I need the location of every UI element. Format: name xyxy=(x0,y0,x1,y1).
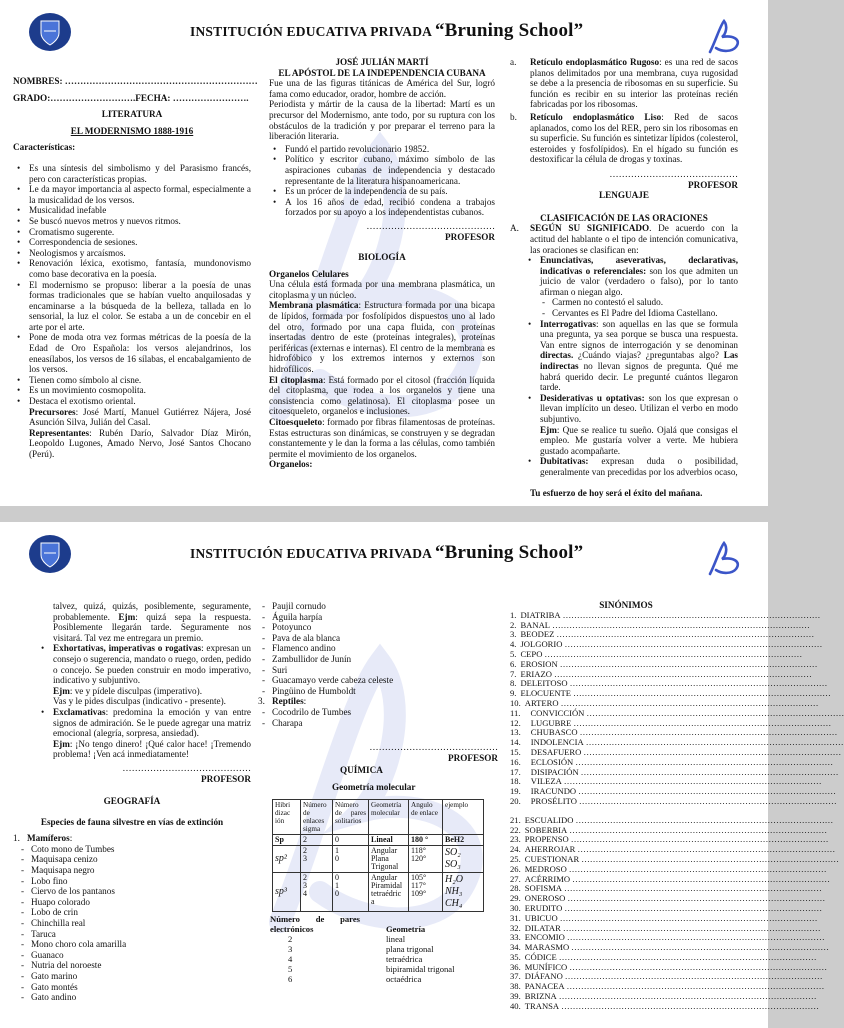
table-header-row xyxy=(273,799,484,834)
synonym-word: DISIPACIÓN xyxy=(530,766,579,777)
answer-blank[interactable]: ……………………………………………………………………………… xyxy=(567,893,826,904)
pares-electronicos-table: Número de pares electrónicos Geometría 2 lineal 3 plana trigonal 4 tetraédrica 5 bipiramidal trigonal 6 octaédrica xyxy=(270,913,455,984)
synonyms-list xyxy=(510,609,844,1012)
answer-blank[interactable]: ……………………………………………………………………………… xyxy=(585,737,844,748)
synonym-item: 27. ACÉRRIMO ……………………………………………………………………………… xyxy=(510,873,830,884)
list-item: - Águila harpía xyxy=(272,612,498,623)
synonym-word: ACÉRRIMO xyxy=(524,873,571,884)
synonym-word: CONVICCIÓN xyxy=(530,707,585,718)
list-item: - Ciervo de los pantanos xyxy=(31,886,251,897)
list-item: - Lobo fino xyxy=(31,876,251,887)
synonym-word: ARTERO xyxy=(524,697,559,708)
list-item: - Maquisapa negro xyxy=(31,865,251,876)
citoplasma: El citoplasma: Está formado por el citosol (fracción líquida del citoplasma, que rodea a los organelos y tiene una consistencia como gelatinosa). El citoplasma posee un citoesqueleto, organelos e inclusiones. xyxy=(269,374,495,417)
table-header: ejemplo xyxy=(443,799,484,834)
answer-blank[interactable]: ……………………………………………………………………………… xyxy=(570,834,829,845)
list-item: - Coto mono de Tumbes xyxy=(31,844,251,855)
answer-blank[interactable]: ……………………………………………………………………………… xyxy=(564,902,823,913)
synonym-word: CUESTIONAR xyxy=(524,853,580,864)
answer-blank[interactable]: ……………………………………………………………………………… xyxy=(564,639,823,650)
synonym-item: 22. SOBERBIA ……………………………………………………………………………… xyxy=(510,824,828,835)
mamiferos-list xyxy=(13,844,251,1003)
mamiferos-heading: 1. Mamíferos: xyxy=(13,833,73,844)
table-header: Geometría molecular xyxy=(369,799,409,834)
list-item: - Zambullidor de Junín xyxy=(272,654,498,665)
synonym-item: 10. ARTERO ……………………………………………………………………………… xyxy=(510,697,819,708)
list-item: • Le da mayor importancia al aspecto formal, especialmente a la musicalidad de los versos. xyxy=(29,184,251,205)
synonym-word: DIATRIBA xyxy=(520,609,561,620)
answer-blank[interactable]: ……………………………………………………………………………… xyxy=(577,844,836,855)
synonym-item: 6. EROSION ……………………………………………………………………………… xyxy=(510,658,818,669)
synonym-word: VILEZA xyxy=(530,776,562,787)
school-name: “Bruning School” xyxy=(434,20,584,41)
synonym-item: 3. BEODEZ ……………………………………………………………………………… xyxy=(510,629,815,640)
answer-blank[interactable]: ……………………………………………………………………………… xyxy=(569,961,828,972)
answer-blank[interactable]: ……………………………………………………………………………… xyxy=(578,795,837,806)
answer-blank[interactable]: ……………………………………………………………………………… xyxy=(563,776,822,787)
list-item: - Gato marino xyxy=(31,971,251,982)
institution-prefix: INSTITUCIÓN EDUCATIVA PRIVADA xyxy=(190,24,432,39)
synonym-item: 18. VILEZA ……………………………………………………………………………… xyxy=(510,776,822,787)
synonym-item: 4. JOLGORIO ……………………………………………………………………………… xyxy=(510,639,823,650)
reptiles-list xyxy=(258,707,498,728)
list-item: - Maquisapa cenizo xyxy=(31,854,251,865)
list-item: - Pava de ala blanca xyxy=(272,633,498,644)
synonym-item: 14. INDOLENCIA ……………………………………………………………………………… xyxy=(510,737,844,748)
list-item: • Fundó el partido revolucionario 19852. xyxy=(285,144,495,155)
list-item: • Es un movimiento cosmopolita. xyxy=(29,385,251,396)
synonym-item: 25. CUESTIONAR ……………………………………………………………………………… xyxy=(510,853,839,864)
synonym-word: PROPENSO xyxy=(524,834,569,845)
grado-fecha-line: GRADO:……………………….FECHA: ……………………. xyxy=(13,92,249,103)
precursores: Precursores: José Martí, Manuel Gutiérrez Nájera, José Asunción Silva, Julián del Casal. xyxy=(29,406,251,428)
answer-blank[interactable]: ……………………………………………………………………………… xyxy=(581,853,839,864)
answer-blank[interactable]: ……………………………………………………………………………… xyxy=(575,814,834,825)
list-item: - Flamenco andino xyxy=(272,643,498,654)
answer-blank[interactable]: ……………………………………………………………………………… xyxy=(544,648,803,659)
sinonimos-title: SINÓNIMOS xyxy=(599,600,653,610)
list-item: • Enunciativas, aseverativas, declarativas, indicativas o referenciales: son los que admiten un juicio de valor (verdadero o falso), por lo tanto afirman o niegan algo. - Carmen no contestó el saludo. - Cervantes es El Padre del Idioma Castellano. xyxy=(540,255,738,319)
answer-blank[interactable]: ……………………………………………………………………………… xyxy=(560,697,819,708)
synonym-item: 21. ESCUALIDO ……………………………………………………………………………… xyxy=(510,814,834,825)
synonym-item: 30. ERUDITO ……………………………………………………………………………… xyxy=(510,902,823,913)
synonym-item: 33. ENCOMIO ……………………………………………………………………………… xyxy=(510,932,825,943)
subject-literatura: LITERATURA xyxy=(101,109,163,120)
geometria-header: Geometría xyxy=(386,923,426,934)
synonym-item: 26. MEDROSO ……………………………………………………………………………… xyxy=(510,863,827,874)
synonym-item: 19. IRACUNDO ……………………………………………………………………………… xyxy=(510,786,836,797)
list-item: - Guacamayo verde cabeza celeste xyxy=(272,675,498,686)
institution-title xyxy=(190,20,583,42)
answer-blank[interactable]: ……………………………………………………………………………… xyxy=(558,951,817,962)
synonym-item: 15. DESAFUERO ……………………………………………………………………………… xyxy=(510,746,842,757)
synonym-word: IRACUNDO xyxy=(530,786,577,797)
school-shield-logo xyxy=(28,534,72,574)
reptiles-heading: 3. Reptiles: xyxy=(258,696,307,707)
marti-subtitle: EL APÓSTOL DE LA INDEPENDENCIA CUBANA xyxy=(278,67,486,78)
answer-blank[interactable]: ……………………………………………………………………………… xyxy=(569,824,828,835)
list-item: • Destaca el exotismo oriental. xyxy=(29,396,251,407)
answer-blank[interactable]: ……………………………………………………………………………… xyxy=(573,688,831,699)
precursores-label: Precursores xyxy=(29,406,76,417)
example-item: - Carmen no contestó el saludo. xyxy=(552,297,738,308)
synonym-word: ENCOMIO xyxy=(524,932,565,943)
bruning-b-logo xyxy=(706,540,746,576)
segun-significado: A. SEGÚN SU SIGNIFICADO. De acuerdo con la actitud del hablante o el tipo de intención comunicativa, las oraciones se clasifican en: xyxy=(510,223,738,255)
answer-blank[interactable]: ……………………………………………………………………………… xyxy=(552,619,810,630)
geografia-title: GEOGRAFÍA xyxy=(103,796,161,807)
marti-paragraph-2: Periodista y mártir de la causa de la libertad: Martí es un precursor del Modernismo, ante todo, por su ruptura con los obstáculos de la tradición y por preparar el terreno para la liberación literaria. xyxy=(269,99,495,142)
profesor-label: PROFESOR xyxy=(447,752,498,763)
profesor-label: PROFESOR xyxy=(444,231,495,242)
synonym-word: ERIAZO xyxy=(520,668,552,679)
geometria-molecular-title: Geometría molecular xyxy=(332,781,416,792)
table-header: Angulo de enlace xyxy=(409,799,443,834)
reticulo-rugoso: a. Retículo endoplasmático Rugoso: es una red de sacos planos delimitados por una membrana, cuya rugosidad se debe a la presencia de ribosomas en su superficie. Su función es recibir en su interior las proteínas recién fabricadas por los ribosomas. xyxy=(510,57,738,110)
marti-list xyxy=(269,144,495,218)
list-item: • Es una síntesis del simbolismo y del Parasismo francés, pero con características propias. xyxy=(29,163,251,184)
synonym-item: 11. CONVICCIÓN ……………………………………………………………………………… xyxy=(510,707,844,718)
institution-prefix: INSTITUCIÓN EDUCATIVA PRIVADA xyxy=(190,546,432,561)
p2-column-oraciones-geografia xyxy=(13,601,251,1003)
table-header: Número de pares solitarios xyxy=(333,799,369,834)
answer-blank[interactable]: ……………………………………………………………………………… xyxy=(568,863,827,874)
answer-blank[interactable]: ……………………………………………………………………………… xyxy=(561,1000,819,1011)
synonym-word: DELEITOSO xyxy=(520,678,568,689)
synonym-item: 36. MUNÍFICO ……………………………………………………………………………… xyxy=(510,961,828,972)
list-item: • El modernismo se propuso: liberar a la poesía de unas formas tradicionales que se habían vuelto anquilosadas y encaminarse a la búsqueda de la belleza, tallada en lo sensorial, la luz el color. Se estaba a un de concebir en el arte por el arte. xyxy=(29,280,251,333)
synonym-item: 28. SOFISMA ……………………………………………………………………………… xyxy=(510,883,822,894)
reticulo-liso: b. Retículo endoplasmático Liso: Red de sacos aplanados, como los del RER, pero sin los ribosomas en su superficie. Su función es sintetizar lípidos (colesterol, esteroides y fosfolípidos). En el hígado su función es destoxificar la célula de drogas y toxinas. xyxy=(510,111,738,165)
synonym-item: 5. CEPO ……………………………………………………………………………… xyxy=(510,648,803,659)
synonym-item: 38. PANACEA ……………………………………………………………………………… xyxy=(510,981,825,992)
synonym-item: 35. CÓDICE ……………………………………………………………………………… xyxy=(510,951,817,962)
list-item: - Taruca xyxy=(31,929,251,940)
p2-column-fauna-quimica xyxy=(258,601,498,984)
synonym-word: INDOLENCIA xyxy=(530,737,584,748)
synonym-word: SOBERBIA xyxy=(524,824,568,835)
institution-title xyxy=(190,542,583,564)
footer-motto: Tu esfuerzo de hoy será el éxito del mañana. xyxy=(530,487,703,498)
table-header: Número de enlaces sigma xyxy=(301,799,333,834)
synonym-item: 23. PROPENSO ……………………………………………………………………………… xyxy=(510,834,829,845)
list-item: • Dubitativas: expresan duda o posibilidad, generalmente van precedidas por los adverbios ocaso, xyxy=(540,456,738,477)
synonym-word: UBICUO xyxy=(524,912,558,923)
p2-column-sinonimos xyxy=(510,600,844,1012)
list-item: • Se buscó nuevos metros y nuevos ritmos. xyxy=(29,216,251,227)
synonym-item: 12. LUGUBRE ……………………………………………………………………………… xyxy=(510,717,832,728)
representantes-label: Representantes xyxy=(29,427,90,438)
p1-column-reticulo-lenguaje xyxy=(510,57,738,498)
synonym-word: BEODEZ xyxy=(520,629,555,640)
answer-blank[interactable]: ……………………………………………………………………………… xyxy=(553,668,812,679)
list-item: • Cromatismo sugerente. xyxy=(29,227,251,238)
signature-line: …………………………………… xyxy=(366,220,495,231)
synonym-item: 20. PROSÉLITO ……………………………………………………………………………… xyxy=(510,795,837,806)
marti-paragraph-1: Fue una de las figuras titánicas de América del Sur, logró fama como educador, orador, hombre de acción. xyxy=(269,78,495,99)
table-row: sp³ 2 3 4 0 1 0 Angular Piramidal tetraédric a 105° 117° 109° H₂O NH₃ CH₄ xyxy=(273,872,484,911)
synonym-word: LUGUBRE xyxy=(530,717,572,728)
organelos-label: Organelos: xyxy=(269,459,313,470)
synonym-word: CEPO xyxy=(520,648,543,659)
profesor-label: PROFESOR xyxy=(200,773,251,784)
list-item: • Interrogativas: son aquellas en las que se formula una pregunta, ya sea porque se busca una respuesta. Van entre signos de interrogación y se denominan directas. ¿Cuándo viajas? ¿preguntabas algo? Las indirectas no llevan signos de pregunta. Qué me habrá querido decir. Le pregunté cuántos llegaron tarde. xyxy=(540,319,738,393)
synonym-item: 32. DILATAR ……………………………………………………………………………… xyxy=(510,922,821,933)
topic-modernismo: EL MODERNISMO 1888-1916 xyxy=(70,125,194,136)
synonym-item: 34. MARASMO ……………………………………………………………………………… xyxy=(510,942,829,953)
answer-blank[interactable]: ……………………………………………………………………………… xyxy=(573,717,832,728)
synonym-item: 2. BANAL ……………………………………………………………………………… xyxy=(510,619,810,630)
synonym-word: CHUBASCO xyxy=(530,727,578,738)
p1-column-literatura xyxy=(13,76,258,460)
list-item: - Mono choro cola amarilla xyxy=(31,939,251,950)
answer-blank[interactable]: ……………………………………………………………………………… xyxy=(572,873,830,884)
synonym-word: BRIZNA xyxy=(524,991,557,1002)
synonym-word: CÓDICE xyxy=(524,951,557,962)
representantes: Representantes: Rubén Darío, Salvador Díaz Mirón, Leopoldo Lugones, Amado Nervo, José Santos Chocano (Perú). xyxy=(29,427,251,459)
synonym-item: 37. DIÁFANO ……………………………………………………………………………… xyxy=(510,971,823,982)
signature-line: …………………………………… xyxy=(122,762,251,773)
list-item: • Neologismos y arcaísmos. xyxy=(29,248,251,259)
organelos-title: Organelos Celulares xyxy=(269,268,349,279)
synonym-word: ONEROSO xyxy=(524,893,566,904)
table-row: Sp 2 0 Lineal 180 ° BeH2 xyxy=(273,834,484,845)
synonym-word: JOLGORIO xyxy=(520,639,563,650)
answer-blank[interactable]: ……………………………………………………………………………… xyxy=(562,922,821,933)
synonym-word: MUNÍFICO xyxy=(524,961,568,972)
clasificacion-title: CLASIFICACIÓN DE LAS ORACIONES xyxy=(540,212,708,223)
synonym-item: 24. AHERROJAR ……………………………………………………………………………… xyxy=(510,844,836,855)
marti-title: JOSÉ JULIÁN MARTÍ xyxy=(335,57,429,67)
answer-blank[interactable]: ……………………………………………………………………………… xyxy=(575,756,834,767)
list-item: • Político y escritor cubano, máximo símbolo de las aspiraciones cubanas de independencia y destacado representante de la literatura hispanoamericana. xyxy=(285,154,495,186)
table-header: Hibri dizac ión xyxy=(273,799,301,834)
synonym-word: AHERROJAR xyxy=(524,844,576,855)
page-header xyxy=(0,522,768,592)
synonym-word: MEDROSO xyxy=(524,863,567,874)
synonym-word: DILATAR xyxy=(524,922,561,933)
synonym-item: 8. DELEITOSO ……………………………………………………………………………… xyxy=(510,678,828,689)
answer-blank[interactable]: ……………………………………………………………………………… xyxy=(571,942,829,953)
answer-blank[interactable]: ……………………………………………………………………………… xyxy=(558,991,817,1002)
quimica-title: QUÍMICA xyxy=(340,765,383,776)
synonym-word: ESCUALIDO xyxy=(524,814,574,825)
synonym-item: 16. ECLOSIÓN ……………………………………………………………………………… xyxy=(510,756,834,767)
list-item: - Cocodrilo de Tumbes xyxy=(272,707,498,718)
page-1 xyxy=(0,0,768,506)
oraciones-list xyxy=(510,255,738,477)
biologia-title: BIOLOGÍA xyxy=(358,252,406,263)
answer-blank[interactable]: ……………………………………………………………………………… xyxy=(566,932,825,943)
synonym-item: 17. DISIPACIÓN ……………………………………………………………………………… xyxy=(510,766,839,777)
list-item: - Guanaco xyxy=(31,950,251,961)
synonym-item: 13. CHUBASCO ……………………………………………………………………………… xyxy=(510,727,838,738)
list-item: • Es un prócer de la independencia de su país. xyxy=(285,186,495,197)
answer-blank[interactable]: ……………………………………………………………………………… xyxy=(580,766,839,777)
list-item: • Correspondencia de sesiones. xyxy=(29,237,251,248)
list-item: • Pone de moda otra vez formas métricas de la poesía de la Edad de Oro Española: los versos alejandrinos, los eneasílabos, los versos de 16 sílabas, el encabalgamiento de los versos. xyxy=(29,332,251,374)
page-2 xyxy=(0,522,844,1028)
list-item: - Suri xyxy=(272,665,498,676)
answer-blank[interactable]: ……………………………………………………………………………… xyxy=(578,786,836,797)
list-item: • Exhortativas, imperativas o rogativas: expresan un consejo o sugerencia, mandato o ruego, orden, pedido o concejo. Se pueden construir en modo imperativo, indicativo y subjuntivo. Ejm: ve y pídele disculpas (imperativo). Vas y le pides disculpas (indicativo - presente). xyxy=(53,643,251,707)
citoesqueleto: Citoesqueleto: formado por fibras filamentosas de proteínas. Estas estructuras son dinámicas, se construyen y se degradan constantemente y le dan la forma a las células, como también permite el movimiento de los organelos. xyxy=(269,417,495,459)
synonym-word: MARASMO xyxy=(524,942,570,953)
example-item: - Cervantes es El Padre del Idioma Castellano. xyxy=(552,308,738,319)
synonym-item: 9. ELOCUENTE ……………………………………………………………………………… xyxy=(510,688,831,699)
list-item: - Paujil cornudo xyxy=(272,601,498,612)
synonym-word: ELOCUENTE xyxy=(520,688,572,699)
answer-blank[interactable]: ……………………………………………………………………………… xyxy=(583,746,842,757)
characteristics-title: Características: xyxy=(13,142,76,153)
synonym-word: DESAFUERO xyxy=(530,746,582,757)
synonym-item: 29. ONEROSO ……………………………………………………………………………… xyxy=(510,893,826,904)
school-name: “Bruning School” xyxy=(434,542,584,563)
school-shield-logo xyxy=(28,12,72,52)
synonym-item: 39. BRIZNA ……………………………………………………………………………… xyxy=(510,991,817,1002)
profesor-label: PROFESOR xyxy=(687,179,738,190)
answer-blank[interactable]: ……………………………………………………………………………… xyxy=(569,678,828,689)
synonym-word: EROSION xyxy=(520,658,558,669)
list-item: • Desiderativas u optativas: son los que expresan o llevan implícito un deseo. Utilizan el verbo en modo subjuntivo. Ejm: Que se realice tu sueño. Ojalá que consigas el empleo. Me gustaría volver a verte. Me hubiera gustado acompañarte. xyxy=(540,393,738,457)
list-item: - Gato andino xyxy=(31,992,251,1003)
answer-blank[interactable]: ……………………………………………………………………………… xyxy=(566,981,825,992)
nombres-line: NOMBRES: ……………………………………………………… xyxy=(13,76,258,86)
list-item: • Musicalidad inefable xyxy=(29,205,251,216)
list-item: - Huapo colorado xyxy=(31,897,251,908)
synonym-word: SOFISMA xyxy=(524,883,563,894)
signature-line: …………………………………… xyxy=(609,168,738,179)
celula-intro: Una célula está formada por una membrana plasmática, un citoplasma y un núcleo. xyxy=(269,279,495,300)
synonym-item: 7. ERIAZO ……………………………………………………………………………… xyxy=(510,668,812,679)
synonym-word: DIÁFANO xyxy=(524,971,563,982)
membrana-plasmatica: Membrana plasmática: Estructura formada por una bicapa de lípidos, formada por fosfolípidos dispuestos uno al lado del otro, formado por una capa fluida, con proteínas insertadas dentro de este (proteínas integrales), proteínas periféricas (externas e internas). El centro de la membrana es hidrofóbico y los extremos internos y externos son hidrofílicos. xyxy=(269,300,496,375)
answer-blank[interactable]: ……………………………………………………………………………… xyxy=(564,883,822,894)
oraciones-list-cont xyxy=(13,643,251,760)
list-item: - Chinchilla real xyxy=(31,918,251,929)
bruning-b-logo xyxy=(706,18,746,54)
answer-blank[interactable]: ……………………………………………………………………………… xyxy=(556,629,815,640)
list-item: - Nutria del noroeste xyxy=(31,960,251,971)
answer-blank[interactable]: ……………………………………………………………………………… xyxy=(564,971,823,982)
list-item: - Lobo de crin xyxy=(31,907,251,918)
answer-blank[interactable]: ……………………………………………………………………………… xyxy=(562,609,821,620)
p1-column-marti-biologia xyxy=(269,57,495,470)
dubitativas-continued: talvez, quizá, quizás, posiblemente, seguramente, probablemente. Ejm: quizá sepa la respuesta. Posiblemente llegarán tarde. Seguramente nos visitará. Tal vez me entregara un premio. xyxy=(53,601,252,643)
synonym-word: PANACEA xyxy=(524,981,565,992)
lenguaje-title: LENGUAJE xyxy=(598,190,650,201)
molecular-geometry-table xyxy=(272,799,484,912)
list-item: - Charapa xyxy=(272,718,498,729)
list-item: • A los 16 años de edad, recibió condena a trabajos forzados por su apoyo a los independentistas cubanos. xyxy=(285,197,495,218)
answer-blank[interactable]: ……………………………………………………………………………… xyxy=(559,658,818,669)
aves-list xyxy=(258,601,498,696)
synonym-word: BANAL xyxy=(520,619,551,630)
list-item: - Gato montés xyxy=(31,982,251,993)
characteristics-list xyxy=(13,163,251,407)
synonym-item: 1. DIATRIBA ……………………………………………………………………………… xyxy=(510,609,821,620)
synonym-item: 40. TRANSA ……………………………………………………………………………… xyxy=(510,1000,819,1011)
signature-line: …………………………………… xyxy=(369,742,498,753)
list-item: • Exclamativas: predomina la emoción y van entre signos de admiración. Se le puede agregar una matriz emocional (alegría, sorpresa, ansiedad). Ejm: ¡No tengo dinero! ¡Qué calor hace! ¡Tremendo problema! ¡Ven acá inmediatamente! xyxy=(53,707,251,760)
synonym-word: ERUDITO xyxy=(524,902,563,913)
synonym-item: 31. UBICUO ……………………………………………………………………………… xyxy=(510,912,818,923)
synonym-word: PROSÉLITO xyxy=(530,795,577,806)
list-item: - Pingüino de Humboldt xyxy=(272,686,498,697)
geografia-subtitle: Especies de fauna silvestre en vías de extinción xyxy=(40,816,224,827)
synonym-word: TRANSA xyxy=(524,1000,560,1011)
list-item: • Tienen como símbolo al cisne. xyxy=(29,375,251,386)
list-item: - Potoyunco xyxy=(272,622,498,633)
answer-blank[interactable]: ……………………………………………………………………………… xyxy=(579,727,838,738)
list-item: • Renovación léxica, exotismo, fantasía, mundonovismo como base decorativa en la poesía. xyxy=(29,258,251,279)
synonym-word: ECLOSIÓN xyxy=(530,756,574,767)
answer-blank[interactable]: ……………………………………………………………………………… xyxy=(586,707,844,718)
pares-title: Número de pares electrónicos xyxy=(270,913,360,934)
answer-blank[interactable]: ……………………………………………………………………………… xyxy=(559,912,818,923)
table-row: sp² 2 3 1 0 Angular Plana Trigonal 118° 120° SO₂ SO₃ xyxy=(273,845,484,872)
